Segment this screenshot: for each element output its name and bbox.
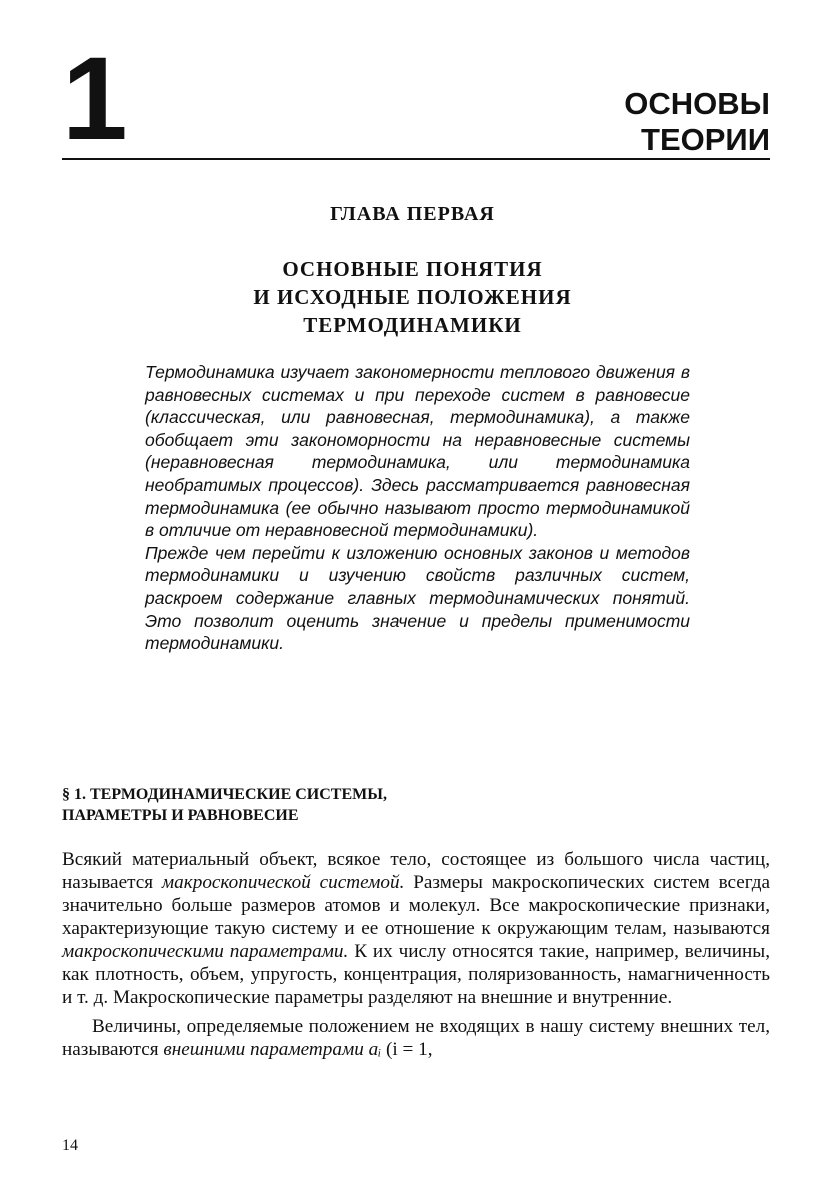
chapter-label: ГЛАВА ПЕРВАЯ — [330, 203, 495, 225]
chapter-title — [0, 255, 825, 339]
chapter-title-line: И ИСХОДНЫЕ ПОЛОЖЕНИЯ — [253, 285, 572, 309]
section-heading-line: § 1. ТЕРМОДИНАМИЧЕСКИЕ СИСТЕМЫ, — [62, 786, 387, 803]
chapter-abstract — [145, 361, 690, 655]
chapter-title-line: ТЕРМОДИНАМИКИ — [303, 313, 522, 337]
abstract-paragraph: Прежде чем перейти к изложению основных законов и методов термодинамики и изучению свойств различных систем, раскроем содержание главных термодинамических понятий. Это позволит оценить значение и пределы применимости термодинамики. — [145, 542, 690, 654]
term-emphasis: макроскопической системой. — [161, 872, 405, 893]
chapter-number: 1 — [62, 33, 126, 165]
body-text-run: Всякий материальный объект, всякое тело, состоящее из большого числа частиц, называется — [62, 849, 770, 893]
term-emphasis: внешними параметрами — [163, 1039, 364, 1060]
page-number: 14 — [62, 1137, 78, 1154]
body-text-run: К их числу относятся такие, например, величины, как плотность, объем, упругость, концентрация, поляризованность, намагниченность и т. д. Макроскопические параметры разделяют на внешние и внутренние. — [62, 941, 770, 1008]
part-title-line: ОСНОВЫ — [624, 86, 770, 121]
body-text-run: Величины, определяемые положением не входящих в нашу систему внешних тел, называются — [62, 1016, 770, 1060]
body-text — [62, 848, 770, 1061]
body-paragraph — [62, 848, 770, 1009]
body-paragraph — [62, 1015, 770, 1061]
body-text-run: Размеры макроскопических систем всегда значительно больше размеров атомов и молекул. Все макроскопические признаки, характеризующие такую систему и ее отношение к окружающим телам, называются — [62, 872, 770, 939]
header-rule — [62, 158, 770, 160]
abstract-paragraph: Термодинамика изучает закономерности теплового движения в равновесных системах и при переходе систем в равновесие (классическая, или равновесная, термодинамика), а также обобщает эти закономорности на неравновесные системы (неравновесная термодинамика, или термодинамика необратимых процессов). Здесь рассматривается равновесная термодинамика (ее обычно называют просто термодинамикой в отличие от неравновесной термодинамики). — [145, 362, 690, 541]
chapter-header — [62, 33, 770, 165]
term-emphasis: макроскопическими параметрами. — [62, 941, 349, 962]
chapter-title-line: ОСНОВНЫЕ ПОНЯТИЯ — [282, 257, 543, 281]
math-variable: aᵢ — [363, 1039, 382, 1060]
part-title — [624, 86, 770, 158]
part-title-line: ТЕОРИИ — [641, 122, 770, 157]
section-heading-line: ПАРАМЕТРЫ И РАВНОВЕСИЕ — [62, 807, 299, 824]
body-text-run: (i = 1, — [381, 1039, 433, 1060]
section-heading — [62, 784, 562, 826]
